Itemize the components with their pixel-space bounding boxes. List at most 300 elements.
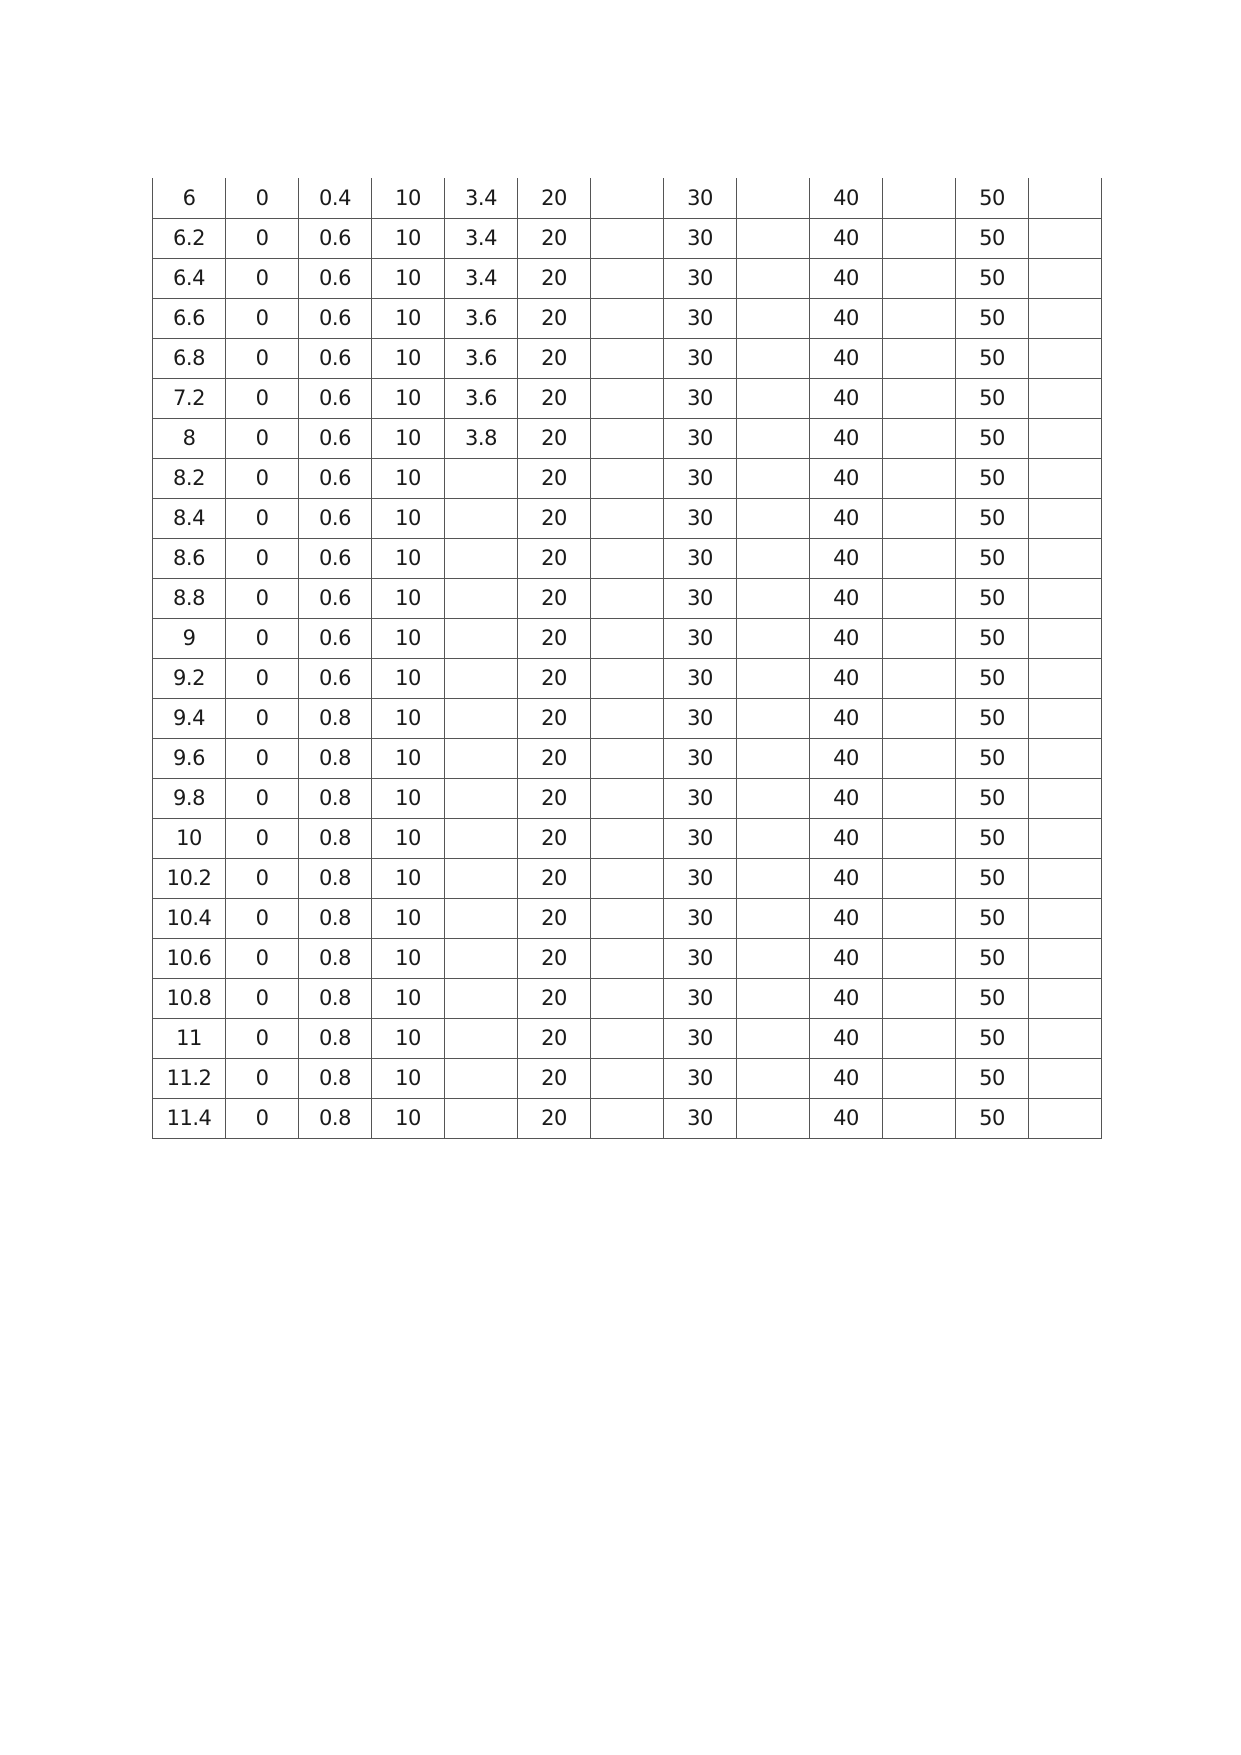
table-cell: 10 — [372, 978, 445, 1018]
table-cell: 0.6 — [299, 338, 372, 378]
table-cell: 0.6 — [299, 258, 372, 298]
table-cell — [1029, 898, 1102, 938]
table-cell — [1029, 498, 1102, 538]
table-cell: 40 — [810, 898, 883, 938]
table-cell: 10 — [372, 698, 445, 738]
table-cell: 30 — [664, 1018, 737, 1058]
table-cell: 0.6 — [299, 658, 372, 698]
table-cell: 10.2 — [153, 858, 226, 898]
table-cell: 11.2 — [153, 1058, 226, 1098]
table-cell: 0 — [226, 418, 299, 458]
table-cell — [1029, 578, 1102, 618]
table-cell — [737, 298, 810, 338]
table-cell: 0 — [226, 338, 299, 378]
table-cell: 3.8 — [445, 418, 518, 458]
table-cell: 0.8 — [299, 978, 372, 1018]
table-cell — [1029, 618, 1102, 658]
table-cell: 3.4 — [445, 258, 518, 298]
table-cell: 30 — [664, 618, 737, 658]
table-cell — [445, 538, 518, 578]
table-cell: 6.8 — [153, 338, 226, 378]
table-cell: 50 — [956, 1058, 1029, 1098]
table-cell: 6 — [153, 178, 226, 218]
table-cell: 30 — [664, 218, 737, 258]
table-cell: 9.2 — [153, 658, 226, 698]
table-cell — [591, 898, 664, 938]
table-cell: 40 — [810, 818, 883, 858]
table-cell — [591, 858, 664, 898]
table-cell — [445, 898, 518, 938]
table-cell — [591, 1098, 664, 1138]
table-cell — [445, 458, 518, 498]
table-cell: 10.8 — [153, 978, 226, 1018]
table-row — [153, 1018, 1102, 1058]
table-row — [153, 698, 1102, 738]
table-cell: 8.4 — [153, 498, 226, 538]
table-cell: 40 — [810, 778, 883, 818]
table-cell: 0.8 — [299, 738, 372, 778]
table-cell: 50 — [956, 858, 1029, 898]
table-cell: 0 — [226, 298, 299, 338]
table-cell — [737, 1058, 810, 1098]
table-cell: 40 — [810, 978, 883, 1018]
table-cell: 10 — [153, 818, 226, 858]
table-cell — [1029, 378, 1102, 418]
table-cell — [737, 938, 810, 978]
table-cell: 40 — [810, 338, 883, 378]
table-cell — [445, 698, 518, 738]
table-cell: 0 — [226, 378, 299, 418]
table-cell: 40 — [810, 1098, 883, 1138]
table-cell — [1029, 738, 1102, 778]
table-cell — [737, 658, 810, 698]
table-cell: 30 — [664, 578, 737, 618]
table-cell: 20 — [518, 458, 591, 498]
table-cell: 0.8 — [299, 858, 372, 898]
table-cell — [445, 498, 518, 538]
table-cell: 0.6 — [299, 618, 372, 658]
table-cell: 7.2 — [153, 378, 226, 418]
table-cell: 50 — [956, 258, 1029, 298]
table-cell: 0 — [226, 658, 299, 698]
table-cell — [1029, 418, 1102, 458]
table-cell: 50 — [956, 418, 1029, 458]
table-cell — [737, 578, 810, 618]
table-cell: 40 — [810, 738, 883, 778]
table-cell: 10 — [372, 498, 445, 538]
table-cell: 0 — [226, 818, 299, 858]
table-cell — [1029, 1018, 1102, 1058]
table-cell — [737, 778, 810, 818]
table-row — [153, 978, 1102, 1018]
table-cell: 40 — [810, 178, 883, 218]
table-cell — [883, 298, 956, 338]
table-row — [153, 298, 1102, 338]
table-cell: 20 — [518, 1098, 591, 1138]
table-cell: 10 — [372, 418, 445, 458]
table-cell: 20 — [518, 618, 591, 658]
table-cell — [737, 538, 810, 578]
table-cell: 0.8 — [299, 818, 372, 858]
table-cell: 0.4 — [299, 178, 372, 218]
table-cell — [737, 618, 810, 658]
table-cell: 40 — [810, 498, 883, 538]
table-cell: 40 — [810, 258, 883, 298]
table-cell — [591, 818, 664, 858]
table-cell: 0.6 — [299, 458, 372, 498]
table-row — [153, 498, 1102, 538]
table-cell — [737, 1098, 810, 1138]
table-cell: 10 — [372, 378, 445, 418]
table-cell: 50 — [956, 298, 1029, 338]
table-cell — [737, 258, 810, 298]
table-cell: 3.6 — [445, 378, 518, 418]
table-cell: 50 — [956, 698, 1029, 738]
table-cell: 50 — [956, 738, 1029, 778]
table-cell: 3.4 — [445, 218, 518, 258]
table-cell: 10 — [372, 1098, 445, 1138]
table-cell: 40 — [810, 618, 883, 658]
table-cell — [1029, 178, 1102, 218]
table-cell: 40 — [810, 1058, 883, 1098]
table-cell — [883, 618, 956, 658]
table-cell: 20 — [518, 178, 591, 218]
table-cell: 50 — [956, 378, 1029, 418]
table-row — [153, 458, 1102, 498]
table-cell: 50 — [956, 818, 1029, 858]
table-cell: 0.6 — [299, 378, 372, 418]
table-cell — [591, 938, 664, 978]
table-cell — [883, 938, 956, 978]
table-cell: 30 — [664, 258, 737, 298]
table-cell — [591, 738, 664, 778]
table-cell — [1029, 778, 1102, 818]
table-cell — [445, 1018, 518, 1058]
table-row — [153, 898, 1102, 938]
table-cell: 50 — [956, 938, 1029, 978]
table-row — [153, 378, 1102, 418]
table-cell: 10 — [372, 538, 445, 578]
table-cell: 0 — [226, 578, 299, 618]
table-cell — [737, 498, 810, 538]
table-cell: 0.6 — [299, 498, 372, 538]
table-cell: 30 — [664, 458, 737, 498]
table-cell — [737, 898, 810, 938]
table-cell: 0 — [226, 218, 299, 258]
table-cell: 9 — [153, 618, 226, 658]
table-cell — [1029, 938, 1102, 978]
table-cell — [445, 658, 518, 698]
table-row — [153, 1058, 1102, 1098]
table-cell — [737, 818, 810, 858]
table-cell: 30 — [664, 1058, 737, 1098]
table-cell: 50 — [956, 178, 1029, 218]
table-cell: 10 — [372, 938, 445, 978]
table-cell: 20 — [518, 938, 591, 978]
table-cell: 9.6 — [153, 738, 226, 778]
table-row — [153, 178, 1102, 218]
table-cell: 50 — [956, 338, 1029, 378]
table-cell — [591, 338, 664, 378]
table-cell: 30 — [664, 498, 737, 538]
table-cell: 50 — [956, 498, 1029, 538]
table-cell — [591, 578, 664, 618]
table-cell: 30 — [664, 378, 737, 418]
table-cell — [1029, 978, 1102, 1018]
table-row — [153, 218, 1102, 258]
table-cell — [1029, 858, 1102, 898]
table-cell: 40 — [810, 538, 883, 578]
table-cell — [737, 418, 810, 458]
table-row — [153, 1098, 1102, 1138]
table-row — [153, 738, 1102, 778]
table-cell — [883, 258, 956, 298]
table-cell: 20 — [518, 818, 591, 858]
table-row — [153, 618, 1102, 658]
table-cell: 10 — [372, 738, 445, 778]
table-cell — [591, 258, 664, 298]
table-cell: 0.6 — [299, 538, 372, 578]
table-cell: 20 — [518, 218, 591, 258]
table-cell: 0 — [226, 178, 299, 218]
table-cell — [591, 218, 664, 258]
table-cell: 20 — [518, 578, 591, 618]
table-cell — [1029, 298, 1102, 338]
table-cell — [737, 338, 810, 378]
table-cell: 30 — [664, 338, 737, 378]
table-cell: 0.8 — [299, 1098, 372, 1138]
table-cell: 50 — [956, 1018, 1029, 1058]
table-cell — [1029, 1058, 1102, 1098]
table-cell: 6.4 — [153, 258, 226, 298]
table-row — [153, 578, 1102, 618]
table-cell: 9.4 — [153, 698, 226, 738]
table-cell — [445, 938, 518, 978]
table-cell: 30 — [664, 698, 737, 738]
table-cell — [883, 658, 956, 698]
table-cell — [445, 858, 518, 898]
table-cell — [883, 458, 956, 498]
table-cell: 0 — [226, 1018, 299, 1058]
table-cell — [737, 1018, 810, 1058]
table-cell: 40 — [810, 578, 883, 618]
table-cell — [1029, 698, 1102, 738]
table-cell: 0 — [226, 258, 299, 298]
table-cell — [445, 1058, 518, 1098]
table-cell — [883, 178, 956, 218]
table-cell: 10 — [372, 218, 445, 258]
table-cell: 50 — [956, 658, 1029, 698]
table-cell: 10 — [372, 1058, 445, 1098]
table-cell: 30 — [664, 178, 737, 218]
table-cell: 8.8 — [153, 578, 226, 618]
table-cell: 10 — [372, 298, 445, 338]
table-cell — [591, 418, 664, 458]
table-cell: 10 — [372, 458, 445, 498]
table-cell: 0 — [226, 498, 299, 538]
table-cell — [737, 698, 810, 738]
table-cell: 0.6 — [299, 218, 372, 258]
table-cell — [883, 578, 956, 618]
table-cell: 10 — [372, 858, 445, 898]
table-cell: 0 — [226, 938, 299, 978]
table-cell: 10 — [372, 578, 445, 618]
table-cell: 30 — [664, 658, 737, 698]
table-cell: 20 — [518, 298, 591, 338]
table-cell: 10 — [372, 338, 445, 378]
table-cell: 20 — [518, 658, 591, 698]
table-cell: 40 — [810, 418, 883, 458]
table-cell: 40 — [810, 698, 883, 738]
table-cell: 6.2 — [153, 218, 226, 258]
table-cell — [1029, 818, 1102, 858]
table-cell — [445, 1098, 518, 1138]
table-cell: 0.8 — [299, 898, 372, 938]
table-row — [153, 858, 1102, 898]
table-cell — [737, 978, 810, 1018]
table-cell: 50 — [956, 778, 1029, 818]
table-cell — [883, 538, 956, 578]
table-cell — [591, 658, 664, 698]
table-cell: 0 — [226, 978, 299, 1018]
table-row — [153, 258, 1102, 298]
table-cell: 50 — [956, 538, 1029, 578]
table-cell: 50 — [956, 978, 1029, 1018]
table-cell: 10 — [372, 898, 445, 938]
table-cell — [883, 1058, 956, 1098]
table-cell — [591, 178, 664, 218]
table-cell — [883, 778, 956, 818]
table-cell: 20 — [518, 698, 591, 738]
table-cell: 9.8 — [153, 778, 226, 818]
table-cell — [445, 738, 518, 778]
table-cell — [883, 818, 956, 858]
table-cell — [445, 818, 518, 858]
table-cell — [883, 218, 956, 258]
data-table — [152, 178, 1102, 1139]
table-cell: 8.6 — [153, 538, 226, 578]
data-table-body — [153, 178, 1102, 1138]
table-cell — [1029, 538, 1102, 578]
table-cell — [591, 778, 664, 818]
table-cell: 40 — [810, 658, 883, 698]
table-cell: 8.2 — [153, 458, 226, 498]
table-row — [153, 418, 1102, 458]
table-cell: 10 — [372, 258, 445, 298]
table-cell: 20 — [518, 1018, 591, 1058]
table-cell: 3.4 — [445, 178, 518, 218]
table-cell: 0 — [226, 698, 299, 738]
table-cell: 40 — [810, 378, 883, 418]
table-cell: 40 — [810, 298, 883, 338]
table-cell: 30 — [664, 738, 737, 778]
table-cell: 0 — [226, 898, 299, 938]
table-cell: 11.4 — [153, 1098, 226, 1138]
table-row — [153, 338, 1102, 378]
table-cell: 0 — [226, 618, 299, 658]
table-cell: 30 — [664, 898, 737, 938]
table-row — [153, 778, 1102, 818]
table-row — [153, 658, 1102, 698]
table-cell — [883, 498, 956, 538]
table-cell: 0.6 — [299, 298, 372, 338]
table-cell: 10 — [372, 618, 445, 658]
table-cell: 8 — [153, 418, 226, 458]
table-cell: 0 — [226, 858, 299, 898]
table-cell: 3.6 — [445, 338, 518, 378]
table-row — [153, 818, 1102, 858]
table-cell: 0 — [226, 738, 299, 778]
table-cell — [1029, 218, 1102, 258]
table-cell — [1029, 338, 1102, 378]
table-cell: 50 — [956, 898, 1029, 938]
table-cell: 0 — [226, 458, 299, 498]
table-cell — [737, 218, 810, 258]
table-cell — [737, 738, 810, 778]
table-cell: 0.8 — [299, 938, 372, 978]
table-cell: 50 — [956, 458, 1029, 498]
table-cell: 11 — [153, 1018, 226, 1058]
table-cell: 40 — [810, 858, 883, 898]
table-cell: 40 — [810, 218, 883, 258]
table-cell: 0.8 — [299, 1058, 372, 1098]
table-cell — [737, 178, 810, 218]
table-cell: 40 — [810, 938, 883, 978]
table-cell — [591, 378, 664, 418]
table-cell: 30 — [664, 418, 737, 458]
table-row — [153, 538, 1102, 578]
table-cell: 50 — [956, 218, 1029, 258]
table-cell: 20 — [518, 778, 591, 818]
table-cell — [445, 618, 518, 658]
table-cell: 20 — [518, 858, 591, 898]
table-cell: 10 — [372, 778, 445, 818]
table-cell: 0.8 — [299, 698, 372, 738]
table-cell: 30 — [664, 1098, 737, 1138]
table-cell — [1029, 458, 1102, 498]
table-cell: 20 — [518, 898, 591, 938]
table-cell — [591, 1058, 664, 1098]
table-cell: 30 — [664, 538, 737, 578]
table-cell — [445, 578, 518, 618]
table-cell: 50 — [956, 578, 1029, 618]
table-cell: 40 — [810, 458, 883, 498]
table-cell — [883, 378, 956, 418]
table-cell: 20 — [518, 978, 591, 1018]
table-cell: 0 — [226, 1098, 299, 1138]
table-cell: 3.6 — [445, 298, 518, 338]
table-cell — [591, 698, 664, 738]
table-cell: 20 — [518, 258, 591, 298]
table-cell: 0.6 — [299, 578, 372, 618]
table-cell: 50 — [956, 1098, 1029, 1138]
table-cell — [445, 978, 518, 1018]
table-cell: 30 — [664, 818, 737, 858]
table-cell: 20 — [518, 418, 591, 458]
table-cell: 10.6 — [153, 938, 226, 978]
table-cell: 10 — [372, 1018, 445, 1058]
table-cell: 0.6 — [299, 418, 372, 458]
table-cell: 6.6 — [153, 298, 226, 338]
table-cell: 20 — [518, 1058, 591, 1098]
table-cell: 0.8 — [299, 1018, 372, 1058]
table-cell — [737, 858, 810, 898]
table-cell — [591, 298, 664, 338]
table-cell: 50 — [956, 618, 1029, 658]
table-cell — [591, 498, 664, 538]
table-cell: 0 — [226, 778, 299, 818]
table-cell — [883, 1098, 956, 1138]
